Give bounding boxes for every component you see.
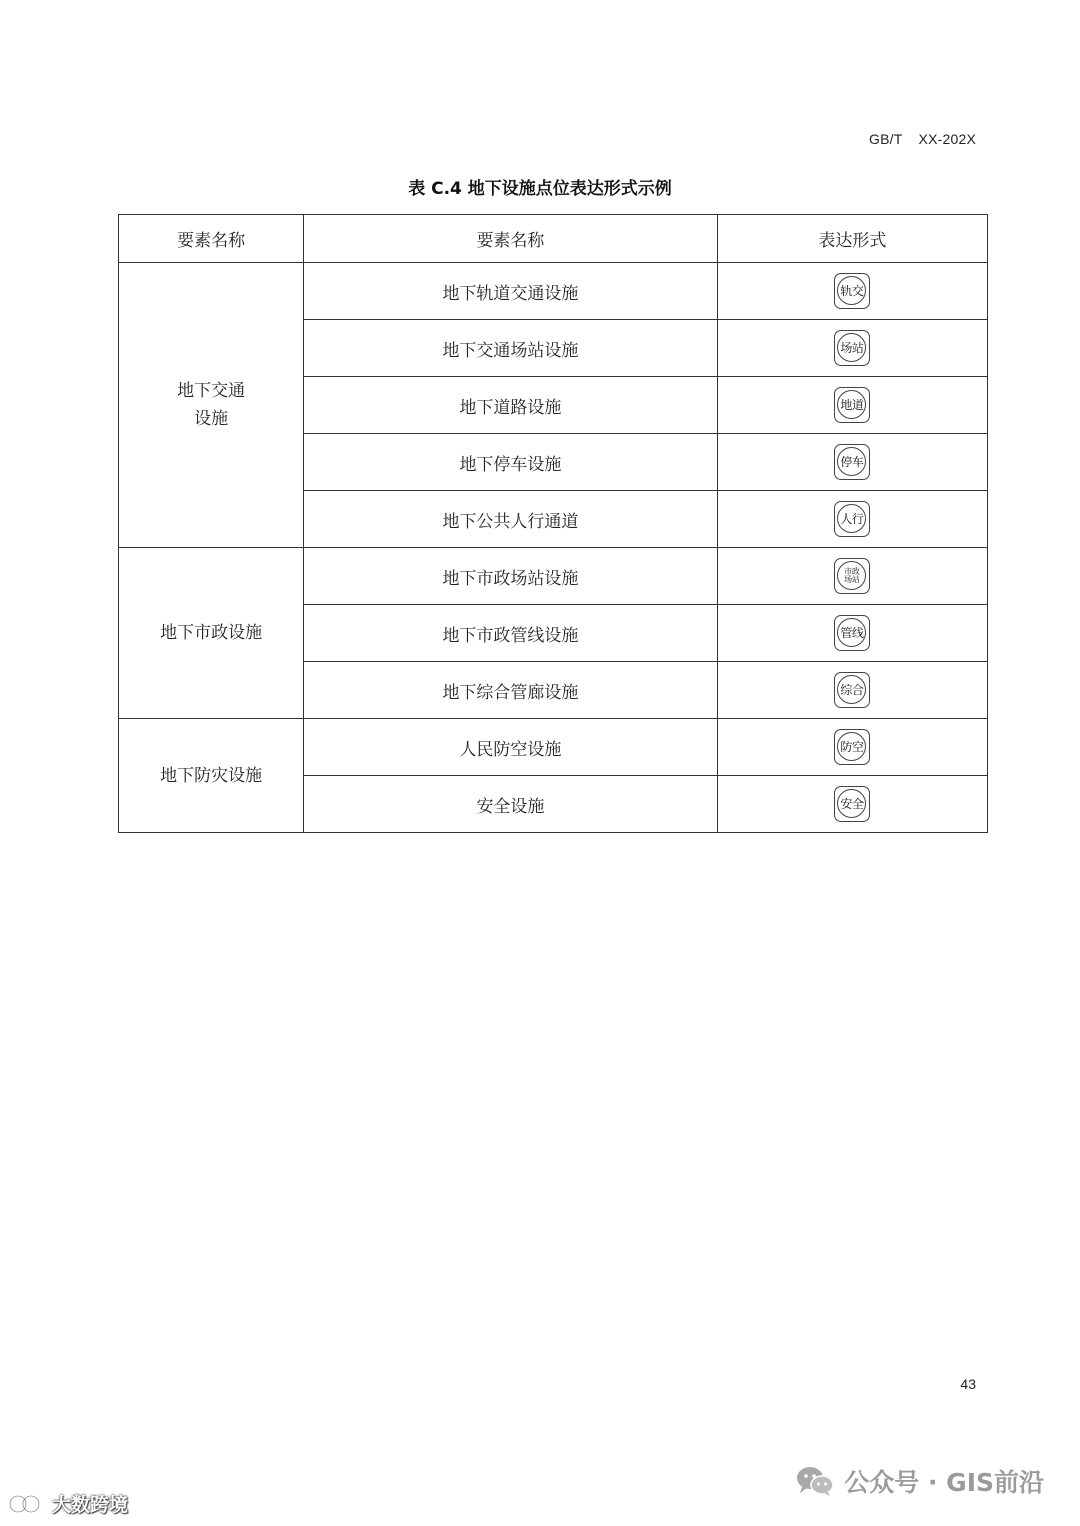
station-symbol-icon bbox=[834, 330, 870, 366]
facility-name: 地下公共人行通道 bbox=[304, 491, 717, 548]
standard-code: GB/T XX-202X bbox=[868, 131, 976, 147]
column-header: 要素名称 bbox=[304, 215, 717, 263]
symbol-cell bbox=[717, 263, 987, 320]
civil-air-defense-symbol-icon bbox=[834, 729, 870, 765]
symbol-cell bbox=[717, 548, 987, 605]
watermark-official-account bbox=[796, 1463, 1044, 1499]
symbol-cell bbox=[717, 776, 987, 833]
group-name-line: 设施 bbox=[194, 409, 229, 429]
facility-name: 地下停车设施 bbox=[304, 434, 717, 491]
symbol-table bbox=[118, 214, 988, 833]
table-row bbox=[119, 719, 988, 776]
symbol-cell bbox=[717, 377, 987, 434]
facility-name: 地下综合管廊设施 bbox=[304, 662, 717, 719]
facility-name: 地下交通场站设施 bbox=[304, 320, 717, 377]
symbol-cell bbox=[717, 662, 987, 719]
column-header: 表达形式 bbox=[717, 215, 987, 263]
symbol-label: 综合 bbox=[837, 675, 866, 704]
group-name-line: 地下交通 bbox=[177, 381, 246, 401]
symbol-label: 市政场站 bbox=[837, 561, 866, 590]
watermark-text: 大数跨境 bbox=[52, 1494, 129, 1516]
wechat-icon bbox=[796, 1465, 834, 1497]
symbol-label: 管线 bbox=[837, 618, 866, 647]
group-name-cell: 地下市政设施 bbox=[119, 548, 304, 719]
symbol-label: 停车 bbox=[837, 447, 866, 476]
symbol-label: 安全 bbox=[837, 789, 866, 818]
table-title: 表 C.4 地下设施点位表达形式示例 bbox=[408, 179, 672, 199]
page-number: 43 bbox=[960, 1376, 976, 1392]
group-name-cell: 地下防灾设施 bbox=[119, 719, 304, 833]
facility-name: 地下市政场站设施 bbox=[304, 548, 717, 605]
column-header: 要素名称 bbox=[119, 215, 304, 263]
symbol-cell bbox=[717, 320, 987, 377]
facility-name: 人民防空设施 bbox=[304, 719, 717, 776]
pedestrian-symbol-icon bbox=[834, 501, 870, 537]
safety-symbol-icon bbox=[834, 786, 870, 822]
facility-name: 安全设施 bbox=[304, 776, 717, 833]
facility-name: 地下道路设施 bbox=[304, 377, 717, 434]
symbol-label: 防空 bbox=[837, 732, 866, 761]
utility-tunnel-symbol-icon bbox=[834, 672, 870, 708]
watermark-text: 公众号 · GIS前沿 bbox=[844, 1468, 1044, 1497]
watermark-brand bbox=[8, 1490, 128, 1517]
municipal-station-symbol-icon bbox=[834, 558, 870, 594]
symbol-label: 人行 bbox=[837, 504, 866, 533]
table-row bbox=[119, 548, 988, 605]
table-header-row bbox=[119, 215, 988, 263]
parking-symbol-icon bbox=[834, 444, 870, 480]
symbol-cell bbox=[717, 605, 987, 662]
symbol-label: 地道 bbox=[837, 390, 866, 419]
symbol-cell bbox=[717, 434, 987, 491]
symbol-label: 场站 bbox=[837, 333, 866, 362]
facility-name: 地下市政管线设施 bbox=[304, 605, 717, 662]
facility-name: 地下轨道交通设施 bbox=[304, 263, 717, 320]
cc-logo-icon bbox=[8, 1491, 48, 1517]
symbol-cell bbox=[717, 719, 987, 776]
pipeline-symbol-icon bbox=[834, 615, 870, 651]
rail-transit-symbol-icon bbox=[834, 273, 870, 309]
underground-road-symbol-icon bbox=[834, 387, 870, 423]
symbol-cell bbox=[717, 491, 987, 548]
symbol-label: 轨交 bbox=[837, 276, 866, 305]
table-row bbox=[119, 263, 988, 320]
group-name-cell bbox=[119, 263, 304, 548]
